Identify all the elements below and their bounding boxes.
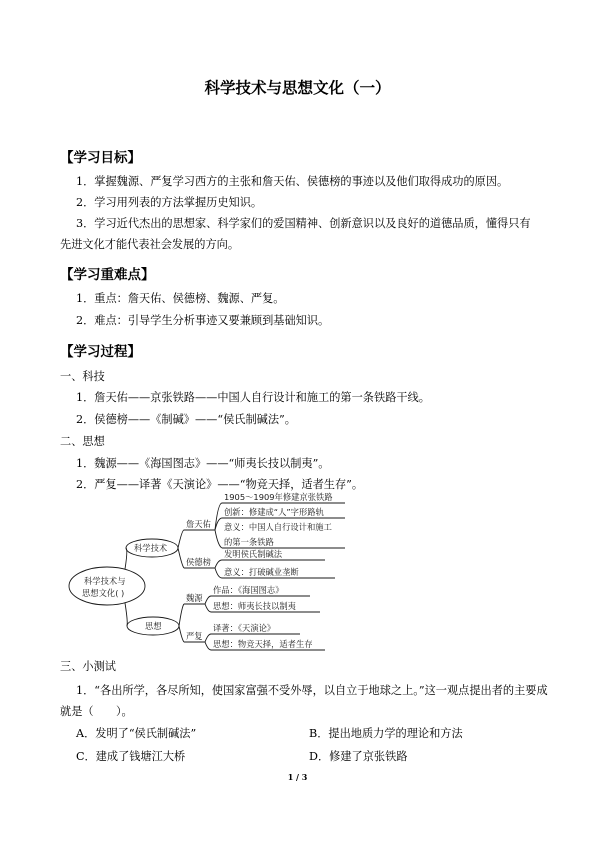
mindmap-wei-item-2: 思想：师夷长技以制夷: [213, 601, 296, 611]
mindmap-wei-label: 魏源: [186, 593, 203, 603]
quiz-option-c: C．建成了钱塘江大桥: [76, 750, 186, 763]
quiz-option-d: D．修建了京张铁路: [309, 750, 408, 763]
quiz-option-a: A．发明了“侯氏制碱法”: [76, 727, 197, 740]
keypoint-item-2: 2．难点：引导学生分析事迹又要兼顾到基础知识。: [76, 314, 330, 327]
quiz-option-b: B．提出地质力学的理论和方法: [309, 727, 463, 740]
mindmap-root-ellipse: [69, 567, 145, 605]
mindmap-hou-label: 侯德榜: [186, 557, 211, 567]
page-footer: 1 / 3: [287, 772, 308, 782]
mindmap-yan-item-2: 思想：物竞天择，适者生存: [213, 639, 313, 649]
goals-heading: 【学习目标】: [60, 150, 141, 166]
mindmap-tech-label: 科学技术: [134, 543, 168, 553]
tech-item-1: 1．詹天佑——京张铁路——中国人自行设计和施工的第一条铁路干线。: [76, 391, 430, 404]
quiz-heading: 三、小测试: [60, 660, 116, 673]
thought-heading: 二、思想: [60, 435, 105, 448]
mindmap-hou-item-2: 意义：打破碱业垄断: [224, 567, 299, 577]
mindmap-zhan-item-2: 创新：修建成“人”字形路轨: [224, 507, 324, 517]
mindmap-zhan-item-4: 的第一条铁路: [224, 537, 274, 547]
mindmap-root-label-1: 科学技术与: [84, 576, 126, 586]
tech-item-2: 2．侯德榜——《制碱》——“侯氏制碱法”。: [76, 413, 296, 426]
mindmap-root-label-2: 思想文化( ): [82, 588, 125, 598]
mindmap-zhan-item-1: 1905～1909年修建京张铁路: [224, 492, 333, 502]
page-title: 科学技术与思想文化（一）: [204, 79, 391, 97]
mindmap-yan-item-1: 译著：《天演论》: [213, 623, 276, 633]
mindmap-zhan-label: 詹天佑: [186, 519, 211, 529]
tech-heading: 一、科技: [60, 370, 105, 383]
quiz-question: 1．“各出所学，各尽所知，使国家富强不受外辱，以自立于地球之上。”这一观点提出者的主要成就是（ ）。: [60, 684, 548, 718]
mindmap-yan-label: 严复: [186, 631, 203, 641]
mindmap-thought-label: 思想: [145, 621, 162, 631]
mindmap-hou-item-1: 发明侯氏制碱法: [224, 549, 283, 559]
mindmap-zhan-item-3: 意义：中国人自行设计和施工: [224, 522, 332, 532]
thought-item-1: 1．魏源——《海国图志》——“师夷长技以制夷”。: [76, 457, 330, 470]
process-heading: 【学习过程】: [60, 344, 141, 360]
keypoints-heading: 【学习重难点】: [60, 267, 155, 283]
thought-item-2: 2．严复——译著《天演论》——“物竞天择，适者生存”。: [76, 478, 364, 491]
goal-item-3: 3．学习近代杰出的思想家、科学家们的爱国精神、创新意识以及良好的道德品质，懂得只有先进文化才能代表社会发展的方向。: [60, 217, 531, 251]
mindmap-wei-item-1: 作品：《海国图志》: [213, 585, 284, 595]
goal-item-1: 1．掌握魏源、严复学习西方的主张和詹天佑、侯德榜的事迹以及他们取得成功的原因。: [76, 175, 509, 188]
keypoint-item-1: 1．重点：詹天佑、侯德榜、魏源、严复。: [76, 292, 285, 305]
goal-item-2: 2．学习用列表的方法掌握历史知识。: [76, 196, 263, 209]
